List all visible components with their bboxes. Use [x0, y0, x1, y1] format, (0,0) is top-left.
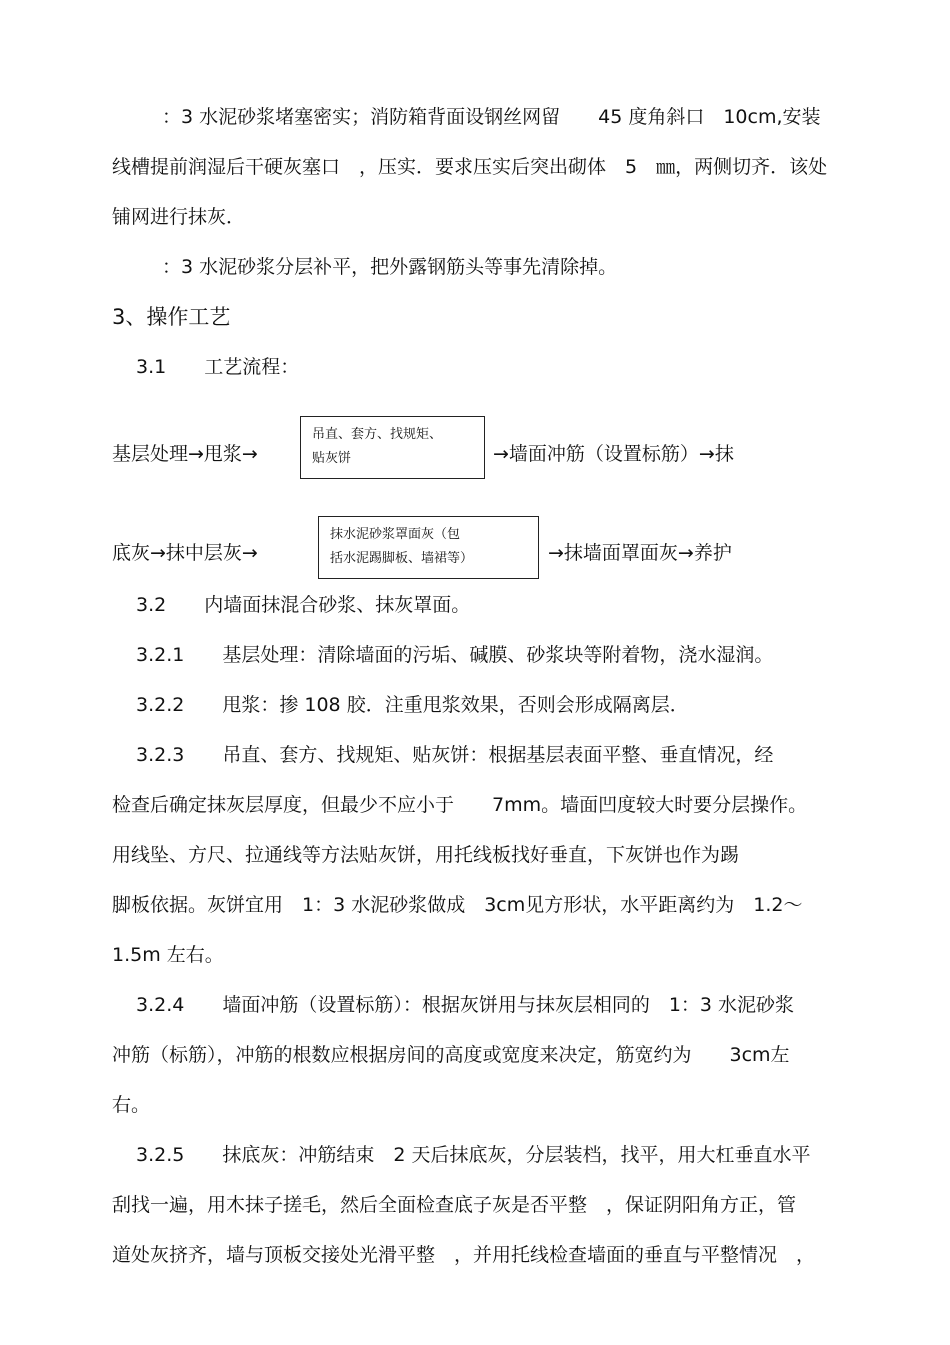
- flow-box-text: 括水泥踢脚板、墙裙等）: [330, 551, 474, 566]
- paragraph-line: 3.2.4 墙面冲筋（设置标筋）：根据灰饼用与抹灰层相同的 1：3 水泥砂浆: [136, 994, 795, 1016]
- paragraph-line: 铺网进行抹灰．: [112, 206, 246, 228]
- paragraph-line: 道处灰挤齐，墙与顶板交接处光滑平整 ，并用托线检查墙面的垂直与平整情况 ，: [112, 1244, 816, 1266]
- flow-box-text: 抹水泥砂浆罩面灰（包: [330, 527, 461, 542]
- paragraph-line: 3.2.5 抹底灰：冲筋结束 2 天后抹底灰，分层装档，找平，用大杠垂直水平: [136, 1144, 811, 1166]
- paragraph-line: 线槽提前润湿后干硬灰塞口 ，压实．要求压实后突出砌体 5 ㎜，两侧切齐．该处: [112, 156, 828, 178]
- flow-box: [300, 416, 485, 479]
- paragraph-line: 检查后确定抹灰层厚度，但最少不应小于 7mm。墙面凹度较大时要分层操作。: [112, 794, 808, 816]
- paragraph-line: 刮找一遍，用木抹子搓毛，然后全面检查底子灰是否平整 ，保证阴阳角方正，管: [112, 1194, 797, 1216]
- paragraph-line: ：3 水泥砂浆分层补平，把外露钢筋头等事先清除掉。: [162, 256, 618, 278]
- subsection-heading: 3.1 工艺流程：: [136, 356, 300, 378]
- flow-box: [318, 516, 539, 579]
- paragraph-line: 1.5m 左右。: [112, 944, 224, 966]
- section-heading: 3、操作工艺: [112, 305, 231, 329]
- flow-step-text: 基层处理→甩浆→: [112, 443, 258, 465]
- paragraph-line: 用线坠、方尺、拉通线等方法贴灰饼，用托线板找好垂直，下灰饼也作为踢: [112, 844, 740, 866]
- paragraph-line: 3.2.2 甩浆：掺 108 胶．注重甩浆效果，否则会形成隔离层．: [136, 694, 689, 716]
- paragraph-line: 右。: [112, 1094, 151, 1116]
- paragraph-line: 3.2.3 吊直、套方、找规矩、贴灰饼：根据基层表面平整、垂直情况，经: [136, 744, 774, 766]
- paragraph-line: ：3 水泥砂浆堵塞密实；消防箱背面设钢丝网留 45 度角斜口 10cm,安装: [162, 106, 821, 128]
- paragraph-line: 脚板依据。灰饼宜用 1：3 水泥砂浆做成 3cm见方形状，水平距离约为 1.2～: [112, 894, 803, 916]
- flow-step-text: →抹墙面罩面灰→养护: [548, 542, 732, 564]
- paragraph-line: 冲筋（标筋），冲筋的根数应根据房间的高度或宽度来决定，筋宽约为 3cm左: [112, 1044, 790, 1066]
- flow-box-text: 贴灰饼: [312, 451, 352, 466]
- flow-step-text: →墙面冲筋（设置标筋）→抹: [493, 443, 734, 465]
- flow-step-text: 底灰→抹中层灰→: [112, 542, 258, 564]
- flow-box-text: 吊直、套方、找规矩、: [312, 427, 443, 442]
- paragraph-line: 3.2.1 基层处理：清除墙面的污垢、碱膜、砂浆块等附着物，浇水湿润。: [136, 644, 774, 666]
- subsection-heading: 3.2 内墙面抹混合砂浆、抹灰罩面。: [136, 594, 471, 616]
